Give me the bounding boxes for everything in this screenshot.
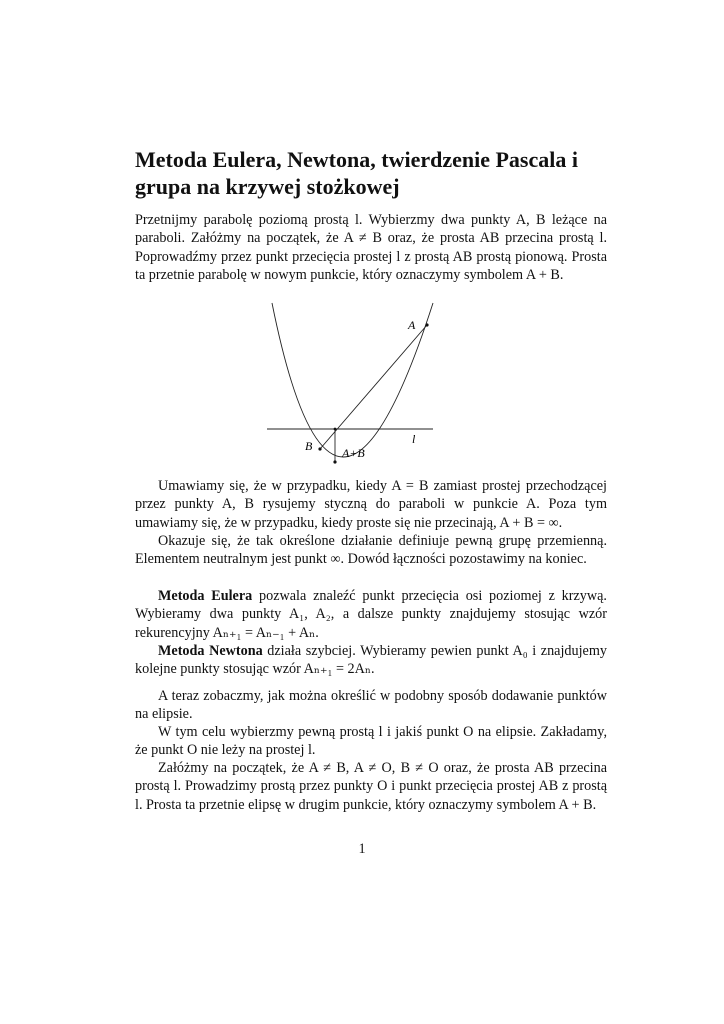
- paragraph-teraz: A teraz zobaczmy, jak można określić w podobny sposób dodawanie punktów na elipsie.: [135, 688, 607, 723]
- newton-text: działa szybciej. Wybieramy pewien punkt A₀ i znajdujemy kolejne punkty stosując wzór Aₙ₊₁ = 2Aₙ.: [135, 643, 607, 678]
- euler-heading: Metoda Eulera: [158, 588, 253, 604]
- point-intersection: [334, 428, 337, 431]
- paragraph-newton: [135, 642, 607, 679]
- point-b: [318, 447, 321, 450]
- point-sum: [333, 460, 336, 463]
- label-b: B: [305, 439, 313, 453]
- point-a: [425, 323, 428, 326]
- paragraph-zalozmy: Załóżmy na początek, że A ≠ B, A ≠ O, B ≠ O oraz, że prosta AB przecina prostą l. Prowadzimy prostą przez punkty O i punkt przecięcia prostej AB z prostą l. Prosta ta przetnie elipsę w drugim punkcie, który oznaczymy symbolem A + B.: [135, 760, 607, 813]
- label-sum: A+B: [342, 446, 365, 460]
- paragraph-wtym: W tym celu wybierzmy pewną prostą l i jakiś punkt O na elipsie. Zakładamy, że punkt O nie leży na prostej l.: [135, 724, 607, 759]
- page-title: Metoda Eulera, Newtona, twierdzenie Pascala i grupa na krzywej stożkowej: [135, 147, 578, 199]
- parabola-figure: [262, 301, 442, 471]
- label-l: l: [412, 432, 416, 446]
- parabola-diagram: [262, 301, 442, 471]
- label-a: A: [408, 318, 416, 332]
- newton-heading: Metoda Newtona: [158, 643, 263, 659]
- paragraph-euler: [135, 587, 607, 642]
- secant-line-ab: [320, 325, 427, 449]
- paragraph-intro: Przetnijmy parabolę poziomą prostą l. Wybierzmy dwa punkty A, B leżące na paraboli. Załóżmy na początek, że A ≠ B oraz, że prosta AB przecina prostą l. Poprowadźmy przez punkt przecięcia prostej l z prostą AB prostą pionową. Prosta ta przetnie parabolę w nowym punkcie, który oznaczymy symbolem A + B.: [135, 212, 607, 284]
- paragraph-okazuje: Okazuje się, że tak określone działanie definiuje pewną grupę przemienną. Elementem neutralnym jest punkt ∞. Dowód łączności pozostawimy na koniec.: [135, 533, 607, 568]
- page-number: 1: [358, 841, 366, 857]
- euler-text: pozwala znaleźć punkt przecięcia osi poziomej z krzywą. Wybieramy dwa punkty A₁, A₂, a dalsze punkty znajdujemy stosując wzór rekurencyjny Aₙ₊₁ = Aₙ₋₁ + Aₙ.: [135, 588, 607, 641]
- paragraph-umawiamy: Umawiamy się, że w przypadku, kiedy A = B zamiast prostej przechodzącej przez punkty A, B rysujemy styczną do paraboli w punkcie A. Poza tym umawiamy się, że w przypadku, kiedy proste się nie przecinają, A + B = ∞.: [135, 478, 607, 531]
